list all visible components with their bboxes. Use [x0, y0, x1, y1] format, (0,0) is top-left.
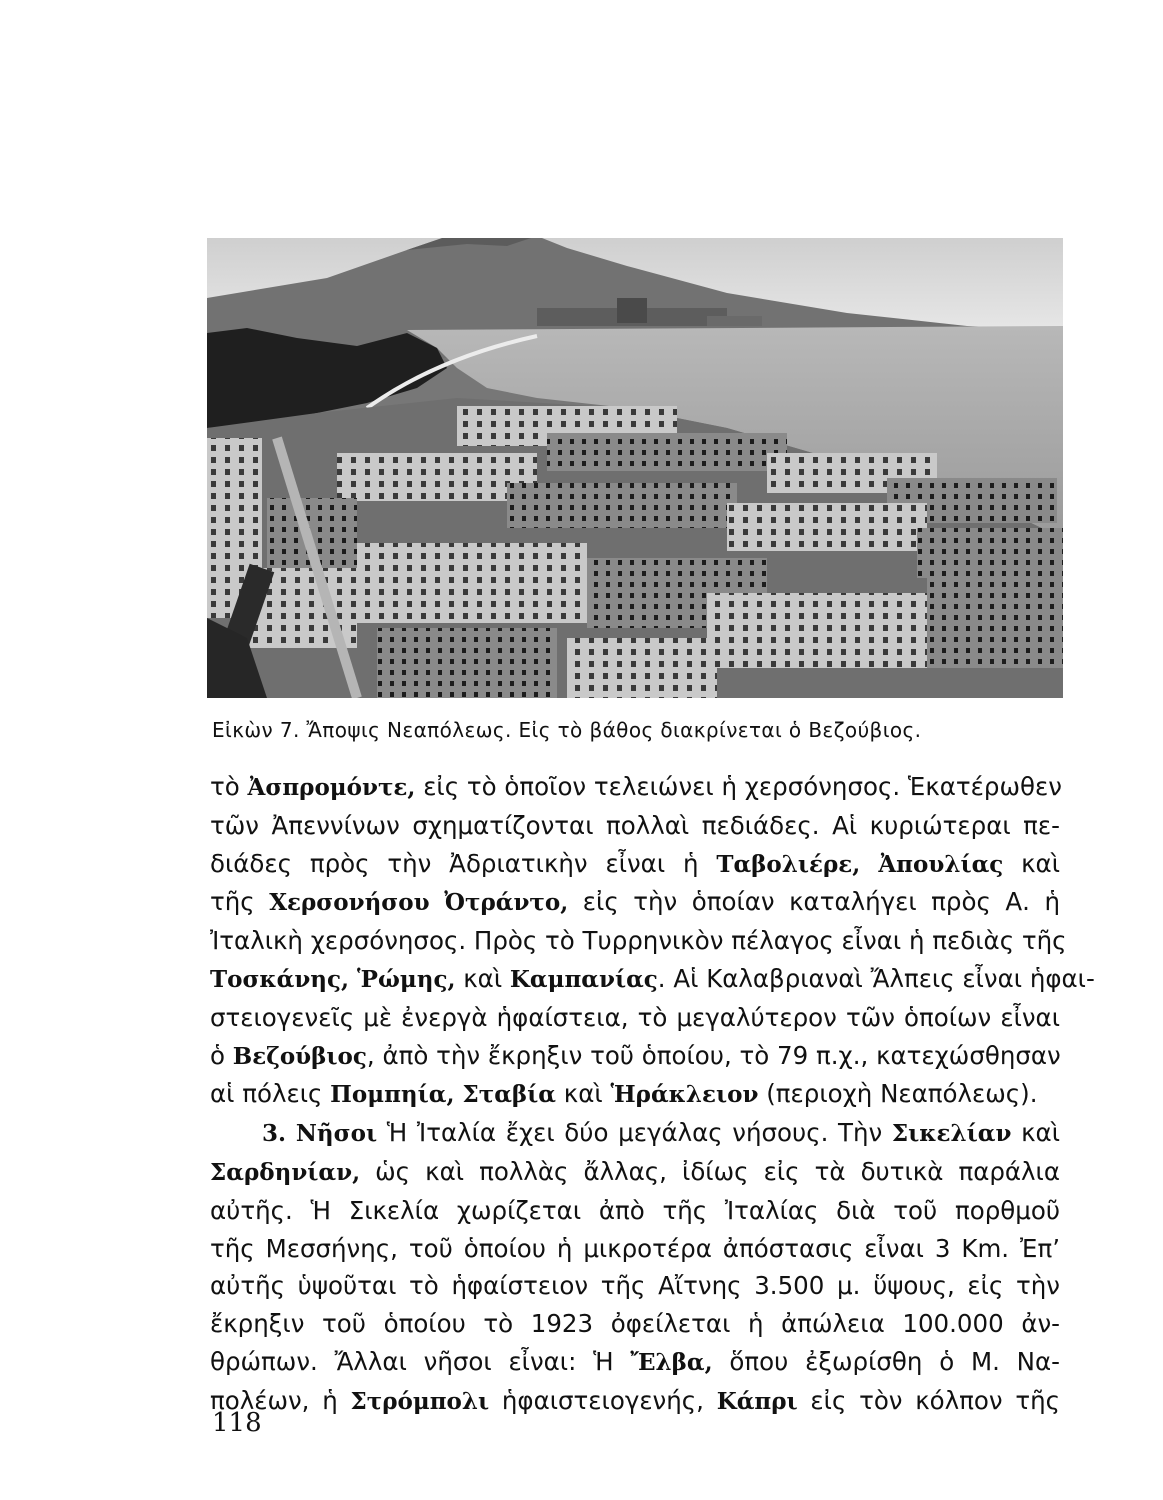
text-line — [210, 1382, 1060, 1421]
text-line — [210, 1037, 1060, 1076]
text-line — [210, 922, 1067, 960]
text-line — [210, 1305, 1060, 1343]
text-line — [210, 999, 1060, 1037]
text-run: ὡς καὶ πολλὰς ἄλλας, ἰδίως εἰς τὰ δυτικὰ παράλια — [360, 1156, 1060, 1186]
bold-term: Ταβολιέρε, Ἀπουλίας — [716, 850, 1004, 878]
text-run: τῆς Μεσσήνης, τοῦ ὁποίου ἡ μικροτέρα ἀπόστασις εἶναι 3 Km. Ἐπ’ — [210, 1233, 1060, 1263]
text-run: , ἀπὸ τὴν ἔκρηξιν τοῦ ὁποίου, τὸ 79 π.χ., κατεχώσθησαν — [366, 1040, 1061, 1070]
bold-term: Ἔλβα, — [630, 1348, 713, 1376]
text-run: καὶ — [1011, 1118, 1060, 1148]
bold-term: Πομπηία, Σταβία — [330, 1081, 557, 1109]
text-run: Ἡ Ἰταλία ἔχει δύο μεγάλας νήσους. Τὴν — [377, 1118, 892, 1148]
text-run: καὶ — [455, 963, 510, 993]
text-line — [210, 1343, 1060, 1382]
bold-term: Βεζούβιος — [232, 1042, 367, 1070]
text-line — [210, 883, 1060, 922]
text-line — [210, 1267, 1060, 1305]
figure-photo — [207, 238, 1063, 698]
text-run: καὶ — [556, 1079, 611, 1109]
bold-term: 3. Νῆσοι — [262, 1120, 378, 1148]
text-run: θρώπων. Ἄλλαι νῆσοι εἶναι: Ἡ — [210, 1346, 631, 1376]
text-run: εἰς τὴν ὁποίαν καταλήγει πρὸς Α. ἡ — [568, 887, 1060, 917]
text-run: (περιοχὴ Νεαπόλεως). — [758, 1079, 1038, 1109]
text-run: αὐτῆς. Ἡ Σικελία χωρίζεται ἀπὸ τῆς Ἰταλίας διὰ τοῦ πορθμοῦ — [210, 1195, 1060, 1225]
body-text — [210, 768, 1095, 1421]
text-line — [210, 1153, 1060, 1192]
text-line — [210, 845, 1060, 884]
text-run: ὁ — [210, 1040, 233, 1070]
text-line — [210, 960, 1095, 999]
text-run: τῶν Ἀπεννίνων σχηματίζονται πολλαὶ πεδιάδες. Αἱ κυριώτεραι πε- — [210, 810, 1060, 840]
text-run: Ἰταλικὴ χερσόνησος. Πρὸς τὸ Τυρρηνικὸν πέλαγος εἶναι ἡ πεδιὰς τῆς — [210, 926, 1067, 956]
text-run: εἰς τὸν κόλπον τῆς — [797, 1385, 1060, 1415]
text-run: αἱ πόλεις — [210, 1079, 331, 1109]
text-run: . Αἱ Καλαβριαναὶ Ἄλπεις εἶναι ἡφαι- — [657, 963, 1095, 993]
text-run: ὅπου ἐξωρίσθη ὁ Μ. Να- — [712, 1346, 1061, 1376]
bold-term: Ἡράκλειον — [610, 1081, 759, 1109]
text-line — [210, 1075, 1060, 1114]
text-line — [210, 1230, 1060, 1268]
bold-term: Χερσονήσου Ὀτράντο, — [269, 889, 569, 917]
text-line — [210, 1192, 1060, 1230]
page-number: 118 — [212, 1408, 262, 1438]
bold-term: Στρόμπολι — [350, 1387, 490, 1415]
text-run: διάδες πρὸς τὴν Ἀδριατικὴν εἶναι ἡ — [210, 848, 717, 878]
bold-term: Ἀσπρομόντε, — [247, 774, 416, 801]
text-run: ἔκρηξιν τοῦ ὁποίου τὸ 1923 ὀφείλεται ἡ ἀπώλεια 100.000 ἀν- — [210, 1309, 1060, 1339]
bold-term: Σικελίαν — [891, 1120, 1012, 1148]
text-line — [210, 768, 1060, 807]
bold-term: Καμπανίας — [509, 965, 658, 993]
text-run: ἡφαιστειογενής, — [489, 1385, 717, 1415]
text-run: στειογενεῖς μὲ ἐνεργὰ ἡφαίστεια, τὸ μεγαλύτερον τῶν ὁποίων εἶναι — [210, 1002, 1060, 1032]
bold-term: Τοσκάνης, Ῥώμης, — [210, 965, 456, 993]
figure-caption: Εἰκὼν 7. Ἄποψις Νεαπόλεως. Εἰς τὸ βάθος διακρίνεται ὁ Βεζούβιος. — [212, 718, 922, 742]
text-run: καὶ — [1003, 848, 1060, 878]
bold-term: Σαρδηνίαν, — [210, 1158, 361, 1186]
text-line — [210, 807, 1060, 845]
text-run: τῆς — [210, 887, 270, 917]
text-run: εἰς τὸ ὁποῖον τελειώνει ἡ χερσόνησος. Ἑκατέρωθεν — [415, 772, 1062, 801]
text-run: πολέων, ἡ — [210, 1385, 351, 1415]
text-line — [210, 1114, 1060, 1153]
text-run: τὸ — [210, 772, 248, 801]
bold-term: Κάπρι — [716, 1387, 798, 1415]
text-run: αὐτῆς ὑψοῦται τὸ ἡφαίστειον τῆς Αἴτνης 3.500 μ. ὕψους, εἰς τὴν — [210, 1271, 1060, 1301]
